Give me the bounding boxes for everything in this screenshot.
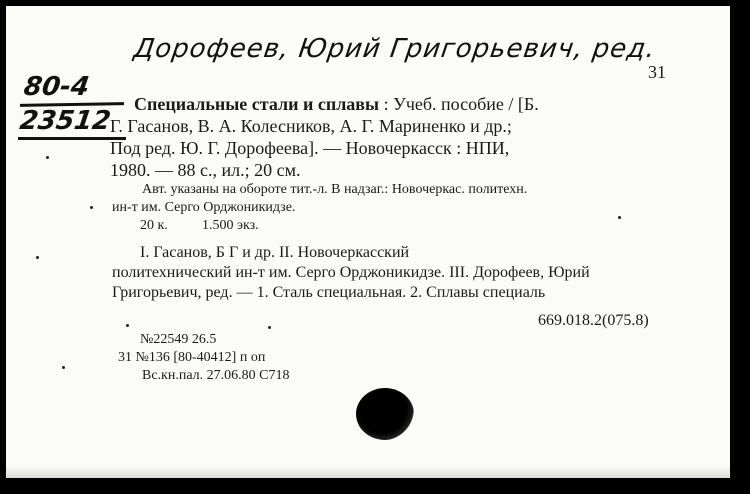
price: 20 к. <box>140 218 168 233</box>
punch-hole <box>356 388 414 440</box>
collation-line: 1980. — 88 с., ил.; 20 см. <box>110 160 301 180</box>
order-line-1: №22549 26.5 <box>140 332 217 347</box>
handwritten-heading: Дорофеев, Юрий Григорьевич, ред. <box>131 34 658 64</box>
ink-speck <box>46 156 49 159</box>
book-title: Специальные стали и сплавы <box>134 94 380 114</box>
handwritten-shelf-mark-bottom: 23512 <box>17 106 113 136</box>
ink-speck <box>618 216 621 219</box>
catalog-card <box>6 6 730 478</box>
ink-speck <box>90 206 93 209</box>
title-continuation: : Учеб. пособие / [Б. <box>379 94 539 114</box>
corner-number: 31 <box>648 62 666 82</box>
note-line-2: ин-т им. Серго Орджоникидзе. <box>112 200 296 215</box>
ink-speck <box>36 256 39 259</box>
order-line-3: Вс.кн.пал. 27.06.80 С718 <box>142 368 290 383</box>
tracing-line-1: I. Гасанов, Б Г и др. II. Новочеркасский <box>140 244 410 261</box>
order-line-2: 31 №136 [80-40412] п оп <box>118 350 266 365</box>
classification-index: 669.018.2(075.8) <box>538 312 649 329</box>
tracing-line-3: Григорьевич, ред. — 1. Сталь специальная. 2. Сплавы специаль <box>112 284 546 301</box>
authors-line: Г. Гасанов, В. А. Колесников, А. Г. Мариненко и др.; <box>110 116 512 136</box>
ink-speck <box>62 366 65 369</box>
tracing-line-2: политехнический ин-т им. Серго Орджоникидзе. III. Дорофеев, Юрий <box>112 264 590 281</box>
handwritten-shelf-mark-top: 80-4 <box>21 72 92 102</box>
title-line <box>134 94 539 115</box>
note-line-1: Авт. указаны на обороте тит.-л. В надзаг.: Новочеркас. политехн. <box>142 182 528 197</box>
ink-speck <box>126 324 129 327</box>
imprint-line: Под ред. Ю. Г. Дорофеева]. — Новочеркасск : НПИ, <box>110 138 510 158</box>
print-run: 1.500 экз. <box>202 218 259 233</box>
ink-speck <box>268 326 271 329</box>
